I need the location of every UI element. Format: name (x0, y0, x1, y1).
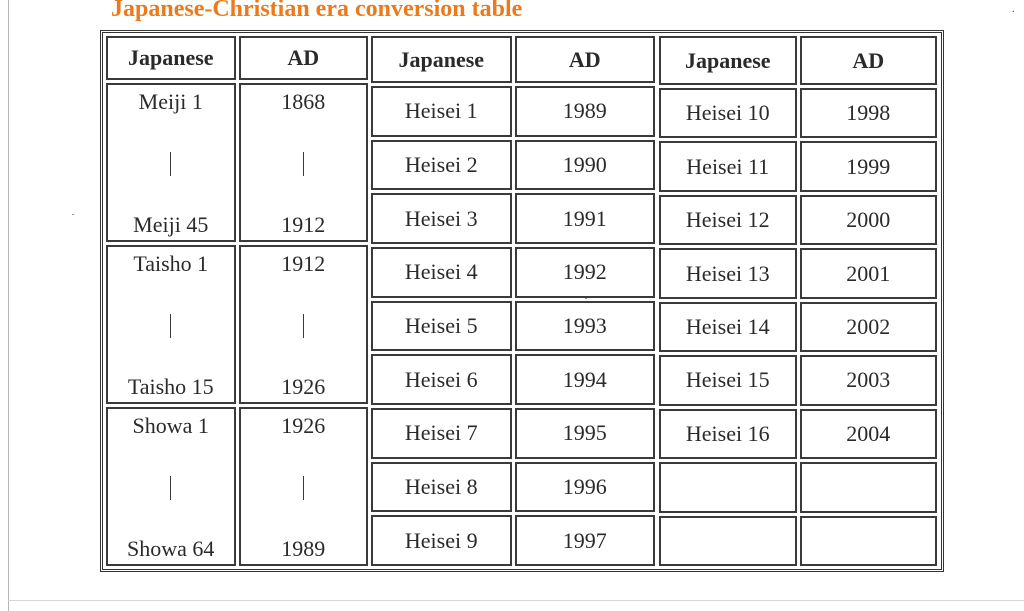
heisei-japanese-cell: Heisei 4 (371, 247, 512, 298)
heisei-ad-cell: 1994 (515, 354, 656, 405)
era-end-ad: 1989 (281, 536, 326, 561)
heisei-ad-cell: 1997 (515, 515, 656, 566)
heisei-japanese-cell: Heisei 9 (371, 515, 512, 566)
heisei-japanese-cell: Heisei 1 (371, 86, 512, 137)
range-dash (303, 314, 304, 338)
heisei-ad-cell: 1992 (515, 247, 656, 298)
conversion-table (100, 30, 944, 572)
heisei-ad-cell: 1995 (515, 408, 656, 459)
header-japanese: Japanese (106, 36, 236, 80)
scan-speck (72, 214, 74, 215)
era-start-ad: 1912 (281, 251, 326, 276)
heisei-japanese-cell: Heisei 8 (371, 462, 512, 513)
heisei-ad-cell: 1993 (515, 301, 656, 352)
empty-cell (800, 462, 938, 512)
era-japanese-range-meiji (106, 83, 236, 242)
empty-cell (659, 516, 797, 566)
heisei-ad-cell: 2001 (800, 248, 938, 298)
heisei-ad-cell: 2000 (800, 195, 938, 245)
era-start-japanese: Meiji 1 (138, 89, 203, 114)
era-end-ad: 1926 (281, 374, 326, 399)
era-range-panel (106, 36, 368, 566)
era-start-ad: 1868 (281, 89, 326, 114)
heisei-japanese-cell: Heisei 7 (371, 408, 512, 459)
heisei-ad-cell: 1996 (515, 462, 656, 513)
era-start-ad: 1926 (281, 413, 326, 438)
heisei-japanese-cell: Heisei 10 (659, 88, 797, 138)
scan-left-edge (8, 0, 9, 611)
heisei-japanese-cell: Heisei 2 (371, 140, 512, 191)
range-dash (303, 152, 304, 176)
era-ad-range-showa (239, 407, 369, 566)
scan-bottom-edge (8, 600, 1024, 601)
heisei-ad-cell: 1998 (800, 88, 938, 138)
empty-cell (800, 516, 938, 566)
range-dash (303, 476, 304, 500)
page-title: Japanese-Christian era conversion table (111, 0, 523, 22)
heisei-panel-2 (659, 36, 937, 566)
heisei-japanese-cell: Heisei 14 (659, 302, 797, 352)
heisei-ad-cell: 1991 (515, 193, 656, 244)
heisei-japanese-cell: Heisei 11 (659, 141, 797, 191)
heisei-ad-cell: 2004 (800, 409, 938, 459)
era-end-japanese: Taisho 15 (127, 374, 214, 399)
heisei-japanese-cell: Heisei 16 (659, 409, 797, 459)
era-end-ad: 1912 (281, 212, 326, 237)
heisei-japanese-cell: Heisei 5 (371, 301, 512, 352)
heisei-ad-cell: 1989 (515, 86, 656, 137)
heisei-ad-cell: 1999 (800, 141, 938, 191)
edge-mark: . (1012, 4, 1015, 15)
header-ad: AD (800, 36, 938, 85)
era-japanese-range-taisho (106, 245, 236, 404)
heisei-japanese-cell: Heisei 3 (371, 193, 512, 244)
header-ad: AD (239, 36, 369, 80)
header-japanese: Japanese (659, 36, 797, 85)
heisei-ad-cell: 1990 (515, 140, 656, 191)
era-ad-range-meiji (239, 83, 369, 242)
era-end-japanese: Showa 64 (127, 536, 215, 561)
heisei-japanese-cell: Heisei 6 (371, 354, 512, 405)
heisei-japanese-cell: Heisei 13 (659, 248, 797, 298)
heisei-japanese-cell: Heisei 12 (659, 195, 797, 245)
empty-cell (659, 462, 797, 512)
heisei-panel-1 (371, 36, 655, 566)
era-end-japanese: Meiji 45 (133, 212, 209, 237)
era-ad-range-taisho (239, 245, 369, 404)
era-japanese-range-showa (106, 407, 236, 566)
heisei-ad-cell: 2003 (800, 355, 938, 405)
heisei-japanese-cell: Heisei 15 (659, 355, 797, 405)
era-start-japanese: Taisho 1 (133, 251, 209, 276)
header-japanese: Japanese (371, 36, 512, 83)
era-start-japanese: Showa 1 (132, 413, 209, 438)
range-dash (170, 476, 171, 500)
range-dash (170, 152, 171, 176)
heisei-ad-cell: 2002 (800, 302, 938, 352)
header-ad: AD (515, 36, 656, 83)
range-dash (170, 314, 171, 338)
